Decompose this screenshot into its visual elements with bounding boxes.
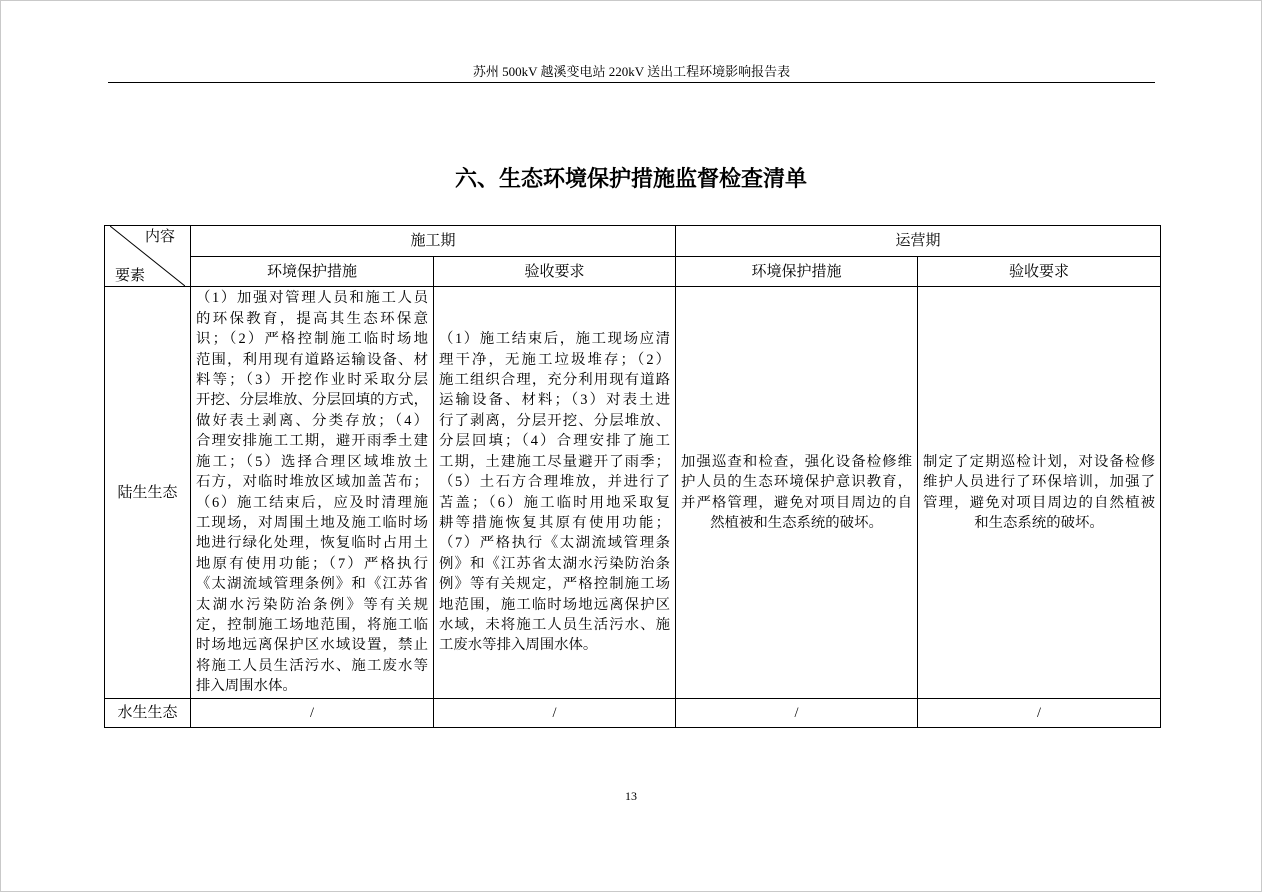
table-header-row-phases	[105, 226, 1161, 257]
supervision-checklist-table	[104, 225, 1161, 728]
text-line: 定，控制施工场地范围，将施工临	[196, 616, 428, 633]
text-line: 将施工人员生活污水、施工废水等	[196, 657, 428, 674]
text-line: 地范围，施工临时场地远离保护区	[439, 596, 671, 613]
corner-label-content: 内容	[144, 229, 175, 245]
subheader-construction-measures: 环境保护措施	[191, 257, 434, 287]
text-line: 施工；（5）选择合理区域堆放土	[196, 453, 428, 470]
corner-label-element: 要素	[115, 268, 146, 284]
text-line: 然植被和生态系统的破坏。	[710, 514, 883, 531]
subheader-operation-acceptance: 验收要求	[918, 257, 1161, 287]
text-line: 工现场，对周围土地及施工临时场	[196, 514, 428, 531]
text-line: 管理，避免对项目周边的自然植被	[923, 494, 1156, 511]
text-line: 时场地远离保护区水域设置，禁止	[196, 637, 428, 654]
text-line: 和生态系统的破坏。	[974, 514, 1104, 531]
text-block	[923, 452, 1155, 534]
text-line: 《太湖流域管理条例》和《江苏省	[196, 576, 428, 593]
text-line: /	[310, 704, 314, 721]
table-row	[105, 699, 1161, 728]
text-line: 制定了定期巡检计划，对设备检修	[923, 453, 1156, 470]
text-line: （1）加强对管理人员和施工人员	[196, 290, 428, 307]
row-label-water-ecology: 水生生态	[105, 699, 191, 728]
text-line: 并严格管理，避免对项目周边的自	[681, 494, 913, 511]
text-line: 理干净，无施工垃圾堆存；（2）	[439, 351, 671, 368]
diagonal-header	[110, 226, 185, 286]
text-line: /	[552, 704, 557, 721]
text-line: 运输设备、材料；（3）对表土进	[439, 392, 671, 409]
text-block	[681, 452, 912, 534]
table-header-row-subheaders	[105, 257, 1161, 287]
text-line: 加强巡查和检查，强化设备检修维	[681, 453, 913, 470]
phase-header-construction: 施工期	[191, 226, 676, 257]
text-line: 行了剥离，分层开挖、分层堆放、	[439, 412, 671, 429]
text-line: 范围，利用现有道路运输设备、材	[196, 351, 428, 368]
cell-land-operation-acceptance	[918, 287, 1161, 699]
text-block	[196, 288, 428, 696]
text-line: 工废水等排入周围水体。	[439, 637, 598, 654]
phase-header-operation: 运营期	[676, 226, 1161, 257]
cell-land-operation-measures	[676, 287, 918, 699]
cell-water-construction-acceptance	[434, 699, 676, 728]
page-title: 六、生态环境保护措施监督检查清单	[454, 167, 807, 192]
text-line: 耕等措施恢复其原有使用功能；	[439, 514, 671, 531]
text-line: （6）施工结束后，应及时清理施	[196, 494, 428, 511]
text-line: （5）土石方合理堆放，并进行了	[439, 474, 671, 491]
text-line: 识；（2）严格控制施工临时场地	[196, 331, 428, 348]
text-line: 料等；（3）开挖作业时采取分层	[196, 372, 428, 389]
text-line: （1）施工结束后，施工现场应清	[439, 331, 671, 348]
cell-land-construction-measures	[191, 287, 434, 699]
text-line: （7）严格执行《太湖流域管理条	[439, 535, 671, 552]
text-block	[439, 703, 670, 723]
text-line: /	[794, 704, 799, 721]
text-line: 做好表土剥离、分类存放；（4）	[196, 412, 428, 429]
text-line: 排入周围水体。	[196, 678, 297, 695]
text-line: 的环保教育，提高其生态环保意	[196, 310, 428, 327]
table-row	[105, 287, 1161, 699]
text-line: 开挖、分层堆放、分层回填的方式，	[196, 392, 428, 409]
text-line: 分层回填；（4）合理安排了施工	[439, 433, 671, 450]
text-line: 地原有使用功能；（7）严格执行	[196, 555, 428, 572]
cell-land-construction-acceptance	[434, 287, 676, 699]
header-rule	[108, 82, 1155, 83]
subheader-operation-measures: 环境保护措施	[676, 257, 918, 287]
text-block	[439, 329, 670, 656]
cell-water-operation-measures	[676, 699, 918, 728]
text-line: 工期，土建施工尽量避开了雨季；	[439, 453, 671, 470]
text-line: 合理安排施工工期，避开雨季土建	[196, 433, 428, 450]
text-line: 太湖水污染防治条例》等有关规	[196, 596, 428, 613]
cell-water-operation-acceptance	[918, 699, 1161, 728]
page-number: 13	[625, 789, 637, 803]
text-block	[923, 703, 1155, 723]
text-line: 地进行绿化处理，恢复临时占用土	[196, 535, 428, 552]
text-line: 苫盖；（6）施工临时用地采取复	[439, 494, 671, 511]
text-line: 护人员的生态环境保护意识教育，	[681, 474, 913, 491]
text-line: 施工组织合理，充分利用现有道路	[439, 372, 671, 389]
running-header-title: 苏州 500kV 越溪变电站 220kV 送出工程环境影响报告表	[472, 64, 791, 79]
text-line: 水域，未将施工人员生活污水、施	[439, 616, 671, 633]
text-line: 石方，对临时堆放区域加盖苫布；	[196, 474, 428, 491]
text-line: 例》等有关规定，严格控制施工场	[439, 576, 671, 593]
row-label-land-ecology: 陆生生态	[105, 287, 191, 699]
text-line: 例》和《江苏省太湖水污染防治条	[439, 555, 671, 572]
text-line: /	[1037, 704, 1042, 721]
subheader-construction-acceptance: 验收要求	[434, 257, 676, 287]
text-block	[681, 703, 912, 723]
text-block	[196, 703, 428, 723]
cell-water-construction-measures	[191, 699, 434, 728]
corner-header-cell	[105, 226, 191, 287]
text-line: 维护人员进行了环保培训，加强了	[923, 474, 1156, 491]
